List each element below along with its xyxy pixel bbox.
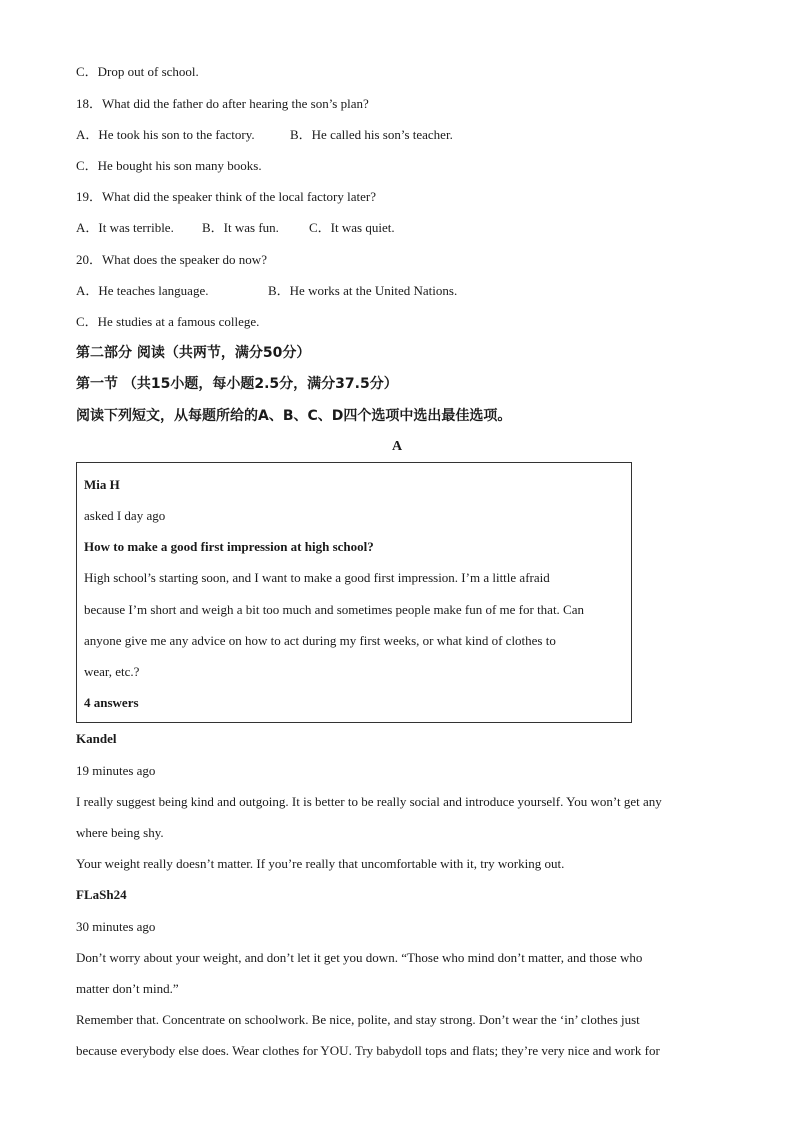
answer-line: Remember that. Concentrate on schoolwork. Be nice, polite, and stay strong. Don’t wear the ‘in’ clothes just [76, 1012, 640, 1027]
q19-option-a: A．It was terrible. [76, 220, 174, 235]
answer-line: I really suggest being kind and outgoing. It is better to be really social and introduce yourself. You won’t get any [76, 794, 662, 809]
q18-option-b: B．He called his son’s teacher. [290, 127, 453, 142]
answer-line: because everybody else does. Wear clothes for YOU. Try babydoll tops and flats; they’re very nice and work for [76, 1043, 660, 1058]
post-body-line: anyone give me any advice on how to act during my first weeks, or what kind of clothes to [84, 633, 556, 648]
answer-line: Your weight really doesn’t matter. If you’re really that uncomfortable with it, try working out. [76, 856, 565, 871]
answers-count: 4 answers [84, 695, 139, 710]
passage-label: A [391, 439, 403, 454]
q20-option-b: B．He works at the United Nations. [268, 283, 458, 298]
post-body-line: wear, etc.? [84, 664, 140, 679]
post-author: Mia H [84, 477, 120, 492]
post-body-line: because I’m short and weigh a bit too much and sometimes people make fun of me for that. Can [84, 602, 584, 617]
q20-stem: 20．What does the speaker do now? [76, 252, 267, 267]
answer-author: FLaSh24 [76, 887, 127, 902]
q20-option-c: C．He studies at a famous college. [76, 314, 260, 329]
reading-instruction: 阅读下列短文，从每题所给的A、B、C、D四个选项中选出最佳选项。 [76, 408, 512, 424]
answer-line: where being shy. [76, 825, 164, 840]
q17-option-c: C．Drop out of school. [76, 64, 199, 79]
q18-options-ab [76, 127, 453, 143]
q18-stem: 18．What did the father do after hearing the son’s plan? [76, 96, 369, 111]
q19-options [76, 220, 395, 236]
post-title: How to make a good first impression at high school? [84, 539, 374, 554]
section-1-heading: 第一节 （共15小题，每小题2.5分，满分37.5分） [76, 376, 398, 392]
answer-author: Kandel [76, 731, 117, 746]
q20-options-ab [76, 283, 457, 299]
q19-option-c: C．It was quiet. [309, 220, 395, 235]
q20-option-a: A．He teaches language. [76, 283, 209, 298]
q18-option-a: A．He took his son to the factory. [76, 127, 255, 142]
q18-option-c: C．He bought his son many books. [76, 158, 262, 173]
q19-option-b: B．It was fun. [202, 220, 279, 235]
question-post-box [76, 462, 632, 723]
answer-line: matter don’t mind.” [76, 981, 179, 996]
post-time: asked I day ago [84, 508, 166, 523]
q19-stem: 19．What did the speaker think of the local factory later? [76, 189, 376, 204]
section-part2-heading: 第二部分 阅读（共两节，满分50分） [76, 345, 311, 361]
post-body-line: High school’s starting soon, and I want to make a good first impression. I’m a little afraid [84, 570, 550, 585]
answer-time: 30 minutes ago [76, 919, 156, 934]
answer-line: Don’t worry about your weight, and don’t let it get you down. “Those who mind don’t matter, and those who [76, 950, 643, 965]
answer-time: 19 minutes ago [76, 763, 156, 778]
